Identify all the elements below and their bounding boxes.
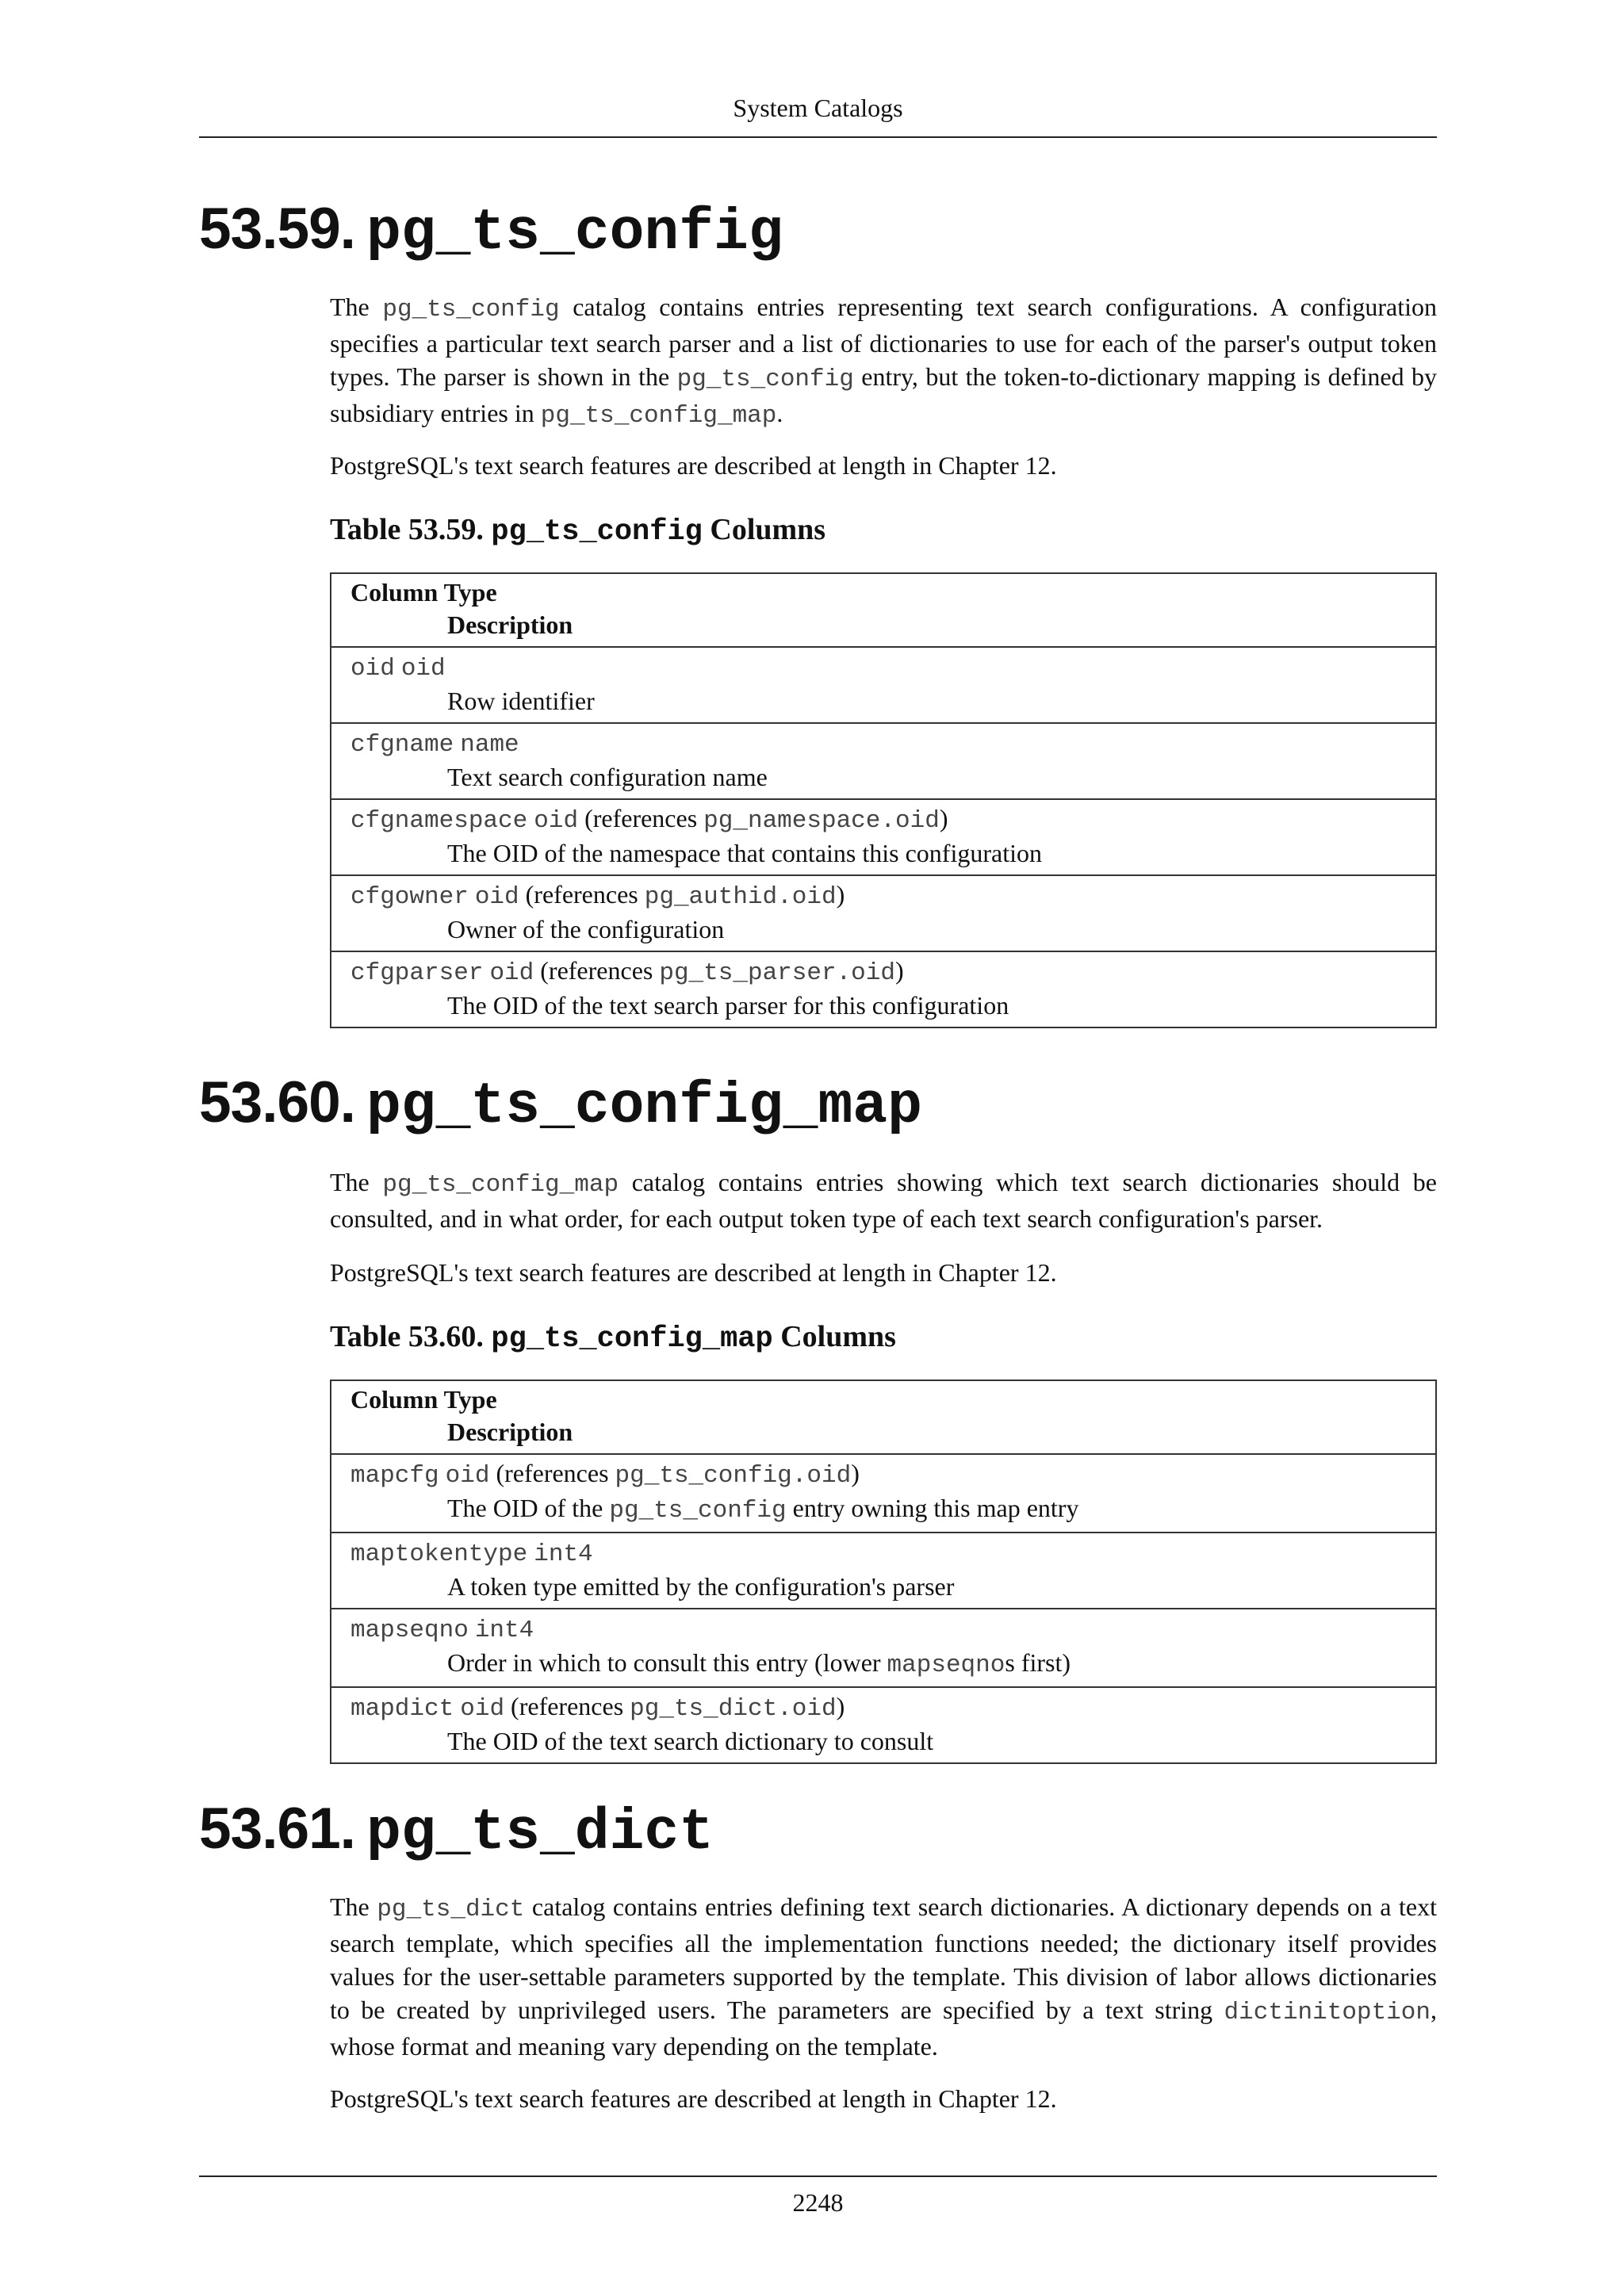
columns-table-pg-ts-config [330, 572, 1437, 1028]
description-header: Description [447, 610, 573, 639]
header-rule [199, 136, 1437, 138]
table-header-row [331, 1380, 1436, 1454]
column-description: Text search configuration name [447, 763, 768, 791]
section-note: PostgreSQL's text search features are described at length in Chapter 12. [330, 451, 1057, 480]
column-definition: cfgparser oid (references pg_ts_parser.oid) [350, 956, 904, 987]
section-intro: The pg_ts_dict catalog contains entries defining text search dictionaries. A dictionary depends on a text search template, which specifies all the implementation functions needed; the dictionary itself provides values for the user-settable parameters supported by the template. This division of labor allows dictionaries to be created by unprivileged users. The parameters are specified by a text string dictinitoption, whose format and meaning vary depending on the template. [330, 1892, 1438, 2061]
column-definition: cfgname name [350, 731, 519, 759]
section-title: pg_ts_config_map [366, 1073, 922, 1139]
column-description: Order in which to consult this entry (lower mapseqnos first) [447, 1648, 1071, 1679]
table-header-row [331, 573, 1436, 647]
section-number: 53.60. [199, 1070, 355, 1135]
table-row [331, 951, 1436, 1027]
section-note: PostgreSQL's text search features are described at length in Chapter 12. [330, 1258, 1057, 1287]
column-description: A token type emitted by the configuration's parser [447, 1572, 955, 1601]
column-definition: cfgowner oid (references pg_authid.oid) [350, 880, 845, 911]
table-row [331, 723, 1436, 799]
footer-rule [199, 2175, 1437, 2177]
table-row [331, 1609, 1436, 1687]
table-title: Table 53.59. pg_ts_config Columns [330, 513, 826, 549]
running-header: System Catalogs [733, 94, 903, 122]
column-definition: maptokentype int4 [350, 1540, 593, 1568]
column-definition: mapdict oid (references pg_ts_dict.oid) [350, 1692, 845, 1723]
page-number: 2248 [792, 2188, 844, 2217]
table-row [331, 1533, 1436, 1609]
column-type-header: Column Type [350, 1385, 497, 1414]
table-row [331, 1687, 1436, 1763]
column-description: Row identifier [447, 687, 595, 715]
description-header: Description [447, 1418, 573, 1446]
section-number: 53.59. [199, 197, 355, 261]
columns-table-pg-ts-config-map [330, 1380, 1437, 1764]
table-row [331, 1454, 1436, 1533]
column-description: The OID of the text search parser for this configuration [447, 991, 1009, 1020]
column-description: Owner of the configuration [447, 915, 725, 943]
section-intro: The pg_ts_config_map catalog contains entries showing which text search dictionaries should be consulted, and in what order, for each output token type of each text search configuration's parser. [330, 1168, 1438, 1233]
table-row [331, 647, 1436, 723]
column-type-header: Column Type [350, 578, 497, 607]
section-heading-pg-ts-config-map [199, 1070, 922, 1139]
table-row [331, 799, 1436, 875]
table-row [331, 875, 1436, 951]
column-description: The OID of the pg_ts_config entry owning this map entry [447, 1494, 1079, 1525]
section-title: pg_ts_dict [366, 1800, 714, 1866]
column-definition: cfgnamespace oid (references pg_namespace.oid) [350, 804, 948, 835]
section-number: 53.61. [199, 1797, 355, 1861]
column-description: The OID of the text search dictionary to consult [447, 1727, 934, 1755]
section-heading-pg-ts-dict [199, 1797, 714, 1866]
column-definition: mapseqno int4 [350, 1617, 534, 1644]
section-heading-pg-ts-config [199, 197, 783, 266]
column-definition: oid oid [350, 655, 446, 683]
table-title: Table 53.60. pg_ts_config_map Columns [330, 1320, 896, 1356]
section-title: pg_ts_config [366, 200, 783, 266]
section-note: PostgreSQL's text search features are described at length in Chapter 12. [330, 2084, 1057, 2113]
column-description: The OID of the namespace that contains this configuration [447, 839, 1042, 867]
section-intro: The pg_ts_config catalog contains entries representing text search configurations. A configuration specifies a particular text search parser and a list of dictionaries to use for each of the parser's output token types. The parser is shown in the pg_ts_config entry, but the token-to-dictionary mapping is defined by subsidiary entries in pg_ts_config_map. [330, 293, 1438, 430]
column-definition: mapcfg oid (references pg_ts_config.oid) [350, 1459, 860, 1490]
